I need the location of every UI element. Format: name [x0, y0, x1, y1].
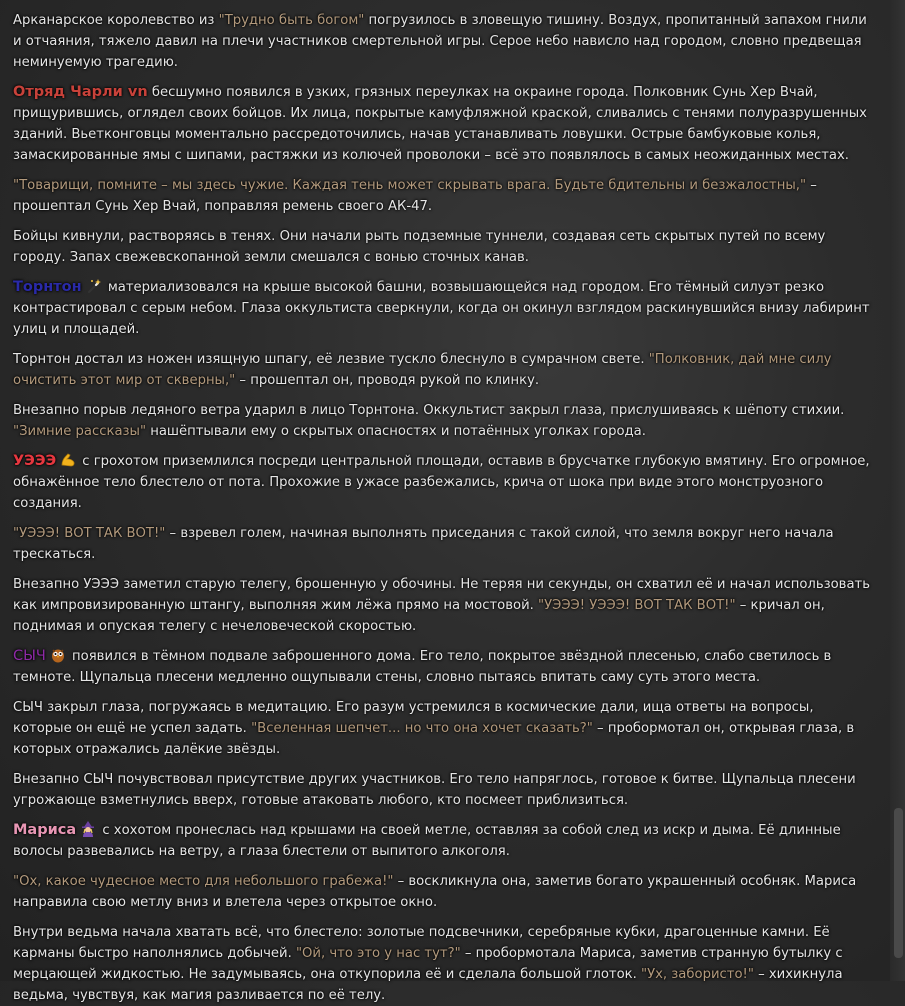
paragraph: "Товарищи, помните – мы здесь чужие. Каждая тень может скрывать врага. Будьте бдительны и безжалостны," – прошептал Сунь Хер Вчай, поправляя ремень своего АК-47.: [13, 178, 817, 214]
witch-icon: [80, 821, 96, 837]
quote: "Вселенная шепчет... но что она хочет сказать?": [251, 721, 593, 736]
paragraph: УЭЭЭ с грохотом приземлился посреди центральной площади, оставив в брусчатке глубокую вмятину. Его огромное, обнажённое тело блестело от пота. Прохожие в ужасе разбежались, крича от шока при виде этого монструозного создания.: [13, 453, 870, 511]
quote: "Ух, забористо!": [641, 967, 754, 982]
paragraph: Торнтон материализовался на крыше высокой башни, возвышающейся над городом. Его тёмный силуэт резко контрастировал с серым небом. Глаза оккультиста сверкнули, когда он окинул взглядом раскинувшийся внизу лабиринт улиц и площадей.: [13, 279, 870, 337]
paragraph: СЫЧ закрыл глаза, погружаясь в медитацию. Его разум устремился в космические дали, ища ответы на вопросы, которые он ещё не успел задать. "Вселенная шепчет... но что она хочет сказать?" – пробормотал он, открывая глаза, в которых отражались далёкие звёзды.: [13, 700, 855, 757]
paragraph: Внезапно СЫЧ почувствовал присутствие других участников. Его тело напряглось, готовое к битве. Щупальца плесени угрожающе взметнулись вверх, готовые атаковать любого, кто посмеет приблизиться.: [13, 772, 856, 808]
paragraph: СЫЧ появился в тёмном подвале заброшенного дома. Его тело, покрытое звёздной плесенью, слабо светилось в темноте. Щупальца плесени медленно ощупывали стены, словно пытаясь впитать саму суть этого места.: [13, 648, 832, 685]
paragraph: "Ох, какое чудесное место для небольшого грабежа!" – воскликнула она, заметив богато украшенный особняк. Мариса направила свою метлу вниз и влетела через открытое окно.: [13, 874, 857, 910]
character-name-sych: СЫЧ: [13, 648, 46, 664]
quote: "Товарищи, помните – мы здесь чужие. Каждая тень может скрывать врага. Будьте бдительны и безжалостны,": [13, 178, 807, 193]
paragraph: Мариса с хохотом пронеслась над крышами на своей метле, оставляя за собой след из искр и дыма. Её длинные волосы развевались на ветру, а глаза блестели от выпитого алкоголя.: [13, 822, 841, 859]
quote: "УЭЭЭ! ВОТ ТАК ВОТ!": [13, 526, 166, 541]
paragraph: Внутри ведьма начала хватать всё, что блестело: золотые подсвечники, серебряные кубки, драгоценные камни. Её карманы быстро наполнялись добычей. "Ой, что это у нас тут?" – пробормотала Мариса, заметив странную бутылку с мерцающей жидкостью. Не задумываясь, она откупорила её и сделала большой глоток. "Ух, забористо!" – хихикнула ведьма, чувствуя, как магия разливается по её телу.: [13, 925, 843, 1003]
character-name-marisa: Мариса: [13, 822, 77, 838]
paragraph: Торнтон достал из ножен изящную шпагу, её лезвие тускло блеснуло в сумрачном свете. "Полковник, дай мне силу очистить этот мир от скверны," – прошептал он, проводя рукой по клинку.: [13, 352, 832, 388]
quote: "УЭЭЭ! УЭЭЭ! ВОТ ТАК ВОТ!": [538, 598, 736, 613]
paragraph: "УЭЭЭ! ВОТ ТАК ВОТ!" – взревел голем, начиная выполнять приседания с такой силой, что земля вокруг него начала трескаться.: [13, 526, 834, 562]
quote: "Полковник, дай мне силу очистить этот мир от скверны,": [13, 352, 832, 388]
scrollbar-thumb[interactable]: [894, 808, 903, 958]
wand-icon: [86, 278, 102, 294]
quote: "Ох, какое чудесное место для небольшого грабежа!": [13, 874, 394, 889]
character-name-charlie: Отряд Чарли vn: [13, 84, 148, 100]
paragraph: Внезапно порыв ледяного ветра ударил в лицо Торнтона. Оккультист закрыл глаза, прислушиваясь к шёпоту стихии. "Зимние рассказы" нашёптывали ему о скрытых опасностях и потаённых уголках города.: [13, 403, 845, 439]
character-name-ueee: УЭЭЭ: [13, 453, 57, 469]
character-name-thornton: Торнтон: [13, 279, 82, 295]
owl-icon: [50, 647, 66, 663]
paragraph: Внезапно УЭЭЭ заметил старую телегу, брошенную у обочины. Не теряя ни секунды, он схватил её и начал использовать как импровизированную штангу, выполняя жим лёжа прямо на мостовой. "УЭЭЭ! УЭЭЭ! ВОТ ТАК ВОТ!" – кричал он, поднимая и опуская телегу с нечеловеческой скоростью.: [13, 577, 870, 634]
paragraph: Арканарское королевство из "Трудно быть богом" погрузилось в зловещую тишину. Воздух, пропитанный запахом гнили и отчаяния, тяжело давил на плечи участников смертельной игры. Серое небо нависло над городом, словно предвещая неминуемую трагедию.: [13, 13, 867, 70]
flexed-biceps-icon: [60, 452, 76, 468]
quote: "Трудно быть богом": [218, 13, 365, 28]
quote: "Ой, что это у нас тут?": [295, 946, 461, 961]
scrollbar[interactable]: [890, 0, 905, 981]
quote: "Зимние рассказы": [13, 424, 147, 439]
paragraph: Бойцы кивнули, растворяясь в тенях. Они начали рыть подземные туннели, создавая сеть скрытых путей по всему городу. Запах свежевскопанной земли смешался с вонью сточных канав.: [13, 229, 826, 265]
paragraph: Отряд Чарли vn бесшумно появился в узких, грязных переулках на окраине города. Полковник Сунь Хер Вчай, прищурившись, оглядел своих бойцов. Их лица, покрытые камуфляжной краской, сливались с тенями полуразрушенных зданий. Вьетконговцы моментально рассредоточились, начав устанавливать ловушки. Острые бамбуковые колья, замаскированные ямы с шипами, растяжки из колючей проволоки – всё это появлялось в самых неожиданных местах.: [13, 84, 867, 163]
